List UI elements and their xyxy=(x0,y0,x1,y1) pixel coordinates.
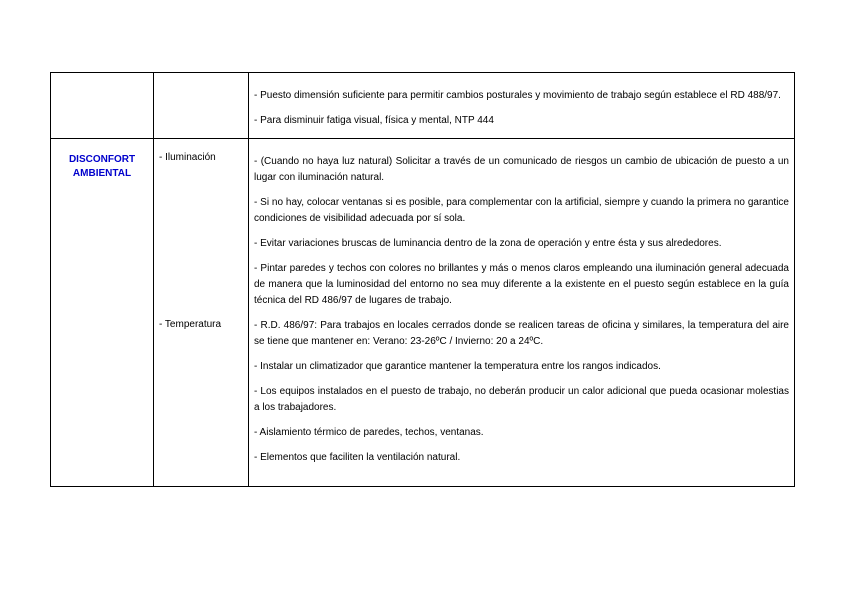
measure-item: - Evitar variaciones bruscas de luminancia dentro de la zona de operación y entre ésta y sus alrededores. xyxy=(254,238,722,249)
measure-item: - Para disminuir fatiga visual, física y mental, NTP 444 xyxy=(254,115,494,126)
measure-item: - Puesto dimensión suficiente para permitir cambios posturales y movimiento de trabajo según establece el RD 488/97. xyxy=(254,90,781,101)
measure-item: - Los equipos instalados en el puesto de trabajo, no deberán producir un calor adicional que pueda ocasionar molestias a los trabajadores. xyxy=(254,386,789,413)
measure-item: - Pintar paredes y techos con colores no brillantes y más o menos claros empleando una iluminación general adecuada de manera que la luminosidad del entorno no sea muy diferente a la existente en el puesto según establece en la guía técnica del RD 486/97 de lugares de trabajo. xyxy=(254,263,789,306)
table-row xyxy=(51,73,795,139)
category-cell xyxy=(51,73,154,139)
measure-item: - Si no hay, colocar ventanas si es posible, para complementar con la artificial, siempre y cuando la primera no garantice condiciones de visibilidad adecuada por sí sola. xyxy=(254,197,789,224)
measure-item: - R.D. 486/97: Para trabajos en locales cerrados donde se realicen tareas de oficina y similares, la temperatura del aire se tiene que mantener en: Verano: 23-26ºC / Invierno: 20 a 24ºC. xyxy=(254,320,789,347)
table-row xyxy=(51,139,795,487)
factor-label-iluminacion: - Iluminación xyxy=(159,152,216,163)
category-label: AMBIENTAL xyxy=(72,168,132,179)
factor-cell xyxy=(154,73,249,139)
measures-cell xyxy=(249,73,795,139)
category-label: DISCONFORT xyxy=(68,154,136,165)
measure-item: - Elementos que faciliten la ventilación natural. xyxy=(254,452,461,463)
measures-table xyxy=(50,72,795,487)
measure-item: - Instalar un climatizador que garantice mantener la temperatura entre los rangos indicados. xyxy=(254,361,661,372)
factor-label-temperatura: - Temperatura xyxy=(159,319,222,330)
measure-item: - Aislamiento térmico de paredes, techos, ventanas. xyxy=(254,427,484,438)
measure-item: - (Cuando no haya luz natural) Solicitar a través de un comunicado de riesgos un cambio de ubicación de puesto a un lugar con iluminación natural. xyxy=(254,156,789,183)
category-cell xyxy=(51,139,154,487)
factor-cell xyxy=(154,139,249,487)
measures-cell xyxy=(249,139,795,487)
